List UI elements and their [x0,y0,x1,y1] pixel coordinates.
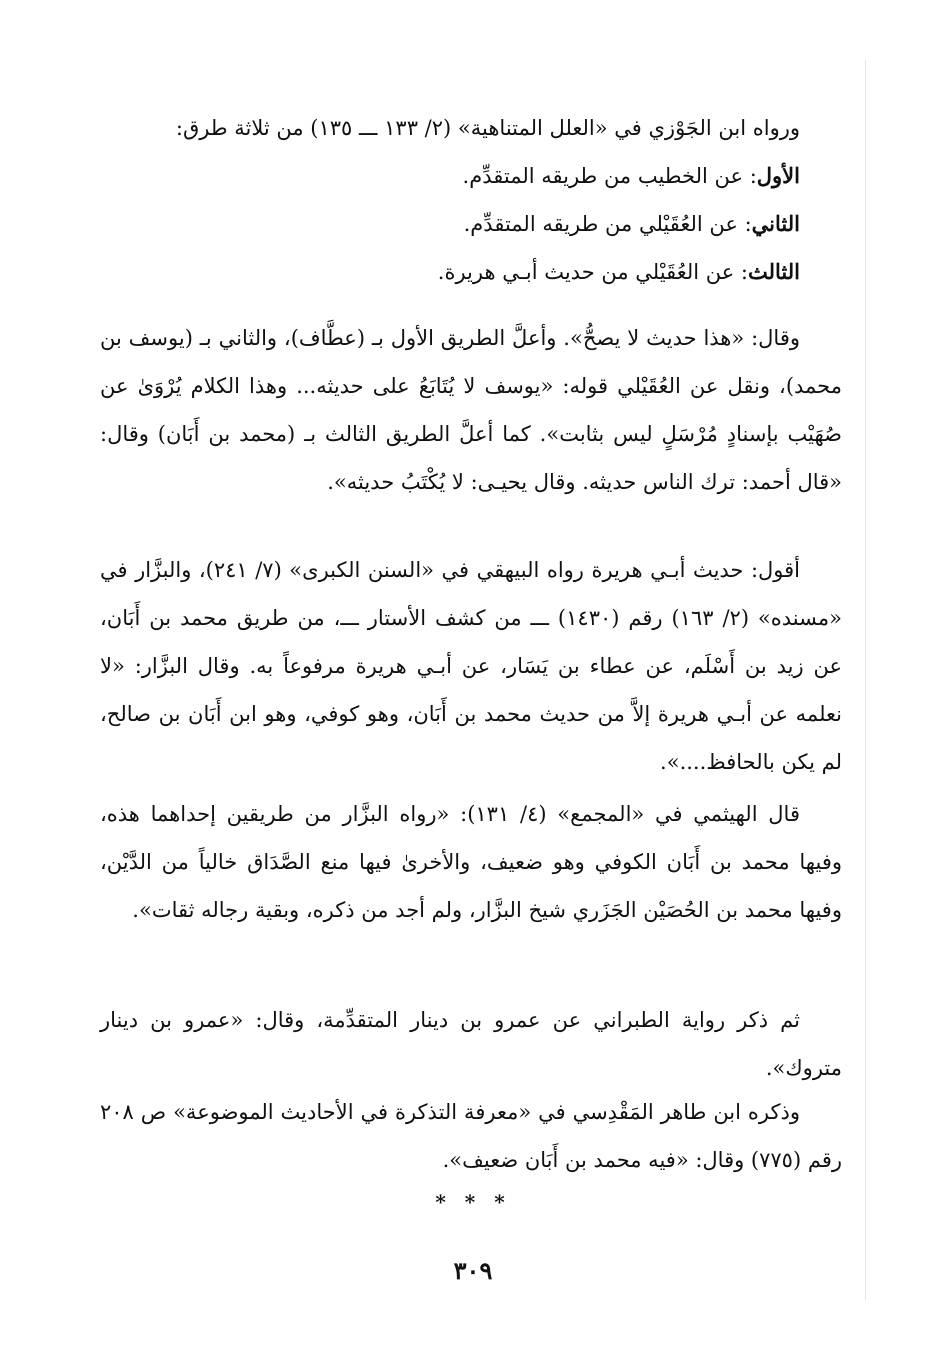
section-haythami [100,790,842,934]
section-ibn-tahir [100,1088,842,1184]
item-label: الأول [756,163,800,188]
item-label: الثاني [751,211,800,236]
section-ibn-jawzi-verdict [100,314,842,506]
page-edge-line [865,60,866,1300]
page-number: ٣٠٩ [453,1256,493,1285]
list-item [100,152,842,200]
paragraph: أقول: حديث أبـي هريرة رواه البيهقي في «السنن الكبرى» (٧/ ٢٤١)، والبزَّار في «مسنده» (٢/ ١٦٣) رقم (١٤٣٠) ـــ من كشف الأستار ـــ، من طريق محمد بن أَبَان، عن زيد بن أَسْلَم، عن عطاء بن يَسَار، عن أبـي هريرة مرفوعاً به. وقال البزَّار: «لا نعلمه عن أبـي هريرة إلاَّ من حديث محمد بن أَبَان، وهو كوفي، وهو ابن أَبَان بن صالح، لم يكن بالحافظ....». [100,558,842,774]
list-item [100,248,842,296]
paragraph: وذكره ابن طاهر المَقْدِسي في «معرفة التذكرة في الأحاديث الموضوعة» ص ٢٠٨ رقم (٧٧٥) وقال: «فيه محمد بن أَبَان ضعيف». [100,1100,842,1172]
item-text: : عن الخطيب من طريقه المتقدِّم. [462,164,757,188]
paragraph: ثم ذكر رواية الطبراني عن عمرو بن دينار المتقدِّمة، وقال: «عمرو بن دينار متروك». [100,1008,842,1080]
item-label: الثالث [748,259,800,284]
section-intro [100,104,842,296]
section-ornament: * * * [435,1190,511,1214]
item-text: : عن العُقَيْلي من حديث أبـي هريرة. [437,260,748,284]
list-item [100,200,842,248]
paragraph-intro: ورواه ابن الجَوْزي في «العلل المتناهية» (٢/ ١٣٣ ـــ ١٣٥) من ثلاثة طرق: [175,116,800,140]
item-text: : عن العُقَيْلي من طريقه المتقدِّم. [463,212,752,236]
paragraph: وقال: «هذا حديث لا يصحُّ». وأعلَّ الطريق الأول بـ (عطَّاف)، والثاني بـ (يوسف بن محمد)، ونقل عن العُقَيْلي قوله: «يوسف لا يُتَابَعُ على حديثه... وهذا الكلام يُرْوَىٰ عن صُهَيْب بإسنادٍ مُرْسَلٍ ليس بثابت». كما أعلَّ الطريق الثالث بـ (محمد بن أَبَان) وقال: «قال أحمد: ترك الناس حديثه. وقال يحيـى: لا يُكْتَبُ حديثه». [100,326,842,494]
section-author-comment [100,546,842,786]
paragraph: قال الهيثمي في «المجمع» (٤/ ١٣١): «رواه البزَّار من طريقين إحداهما هذه، وفيها محمد بن أَبَان الكوفي وهو ضعيف، والأخرىٰ فيها منع الصَّدَاق خالياً من الدَّيْن، وفيها محمد بن الحُصَيْن الجَزَري شيخ البزَّار، ولم أجد من ذكره، وبقية رجاله ثقات». [100,802,842,922]
section-tabarani [100,996,842,1092]
